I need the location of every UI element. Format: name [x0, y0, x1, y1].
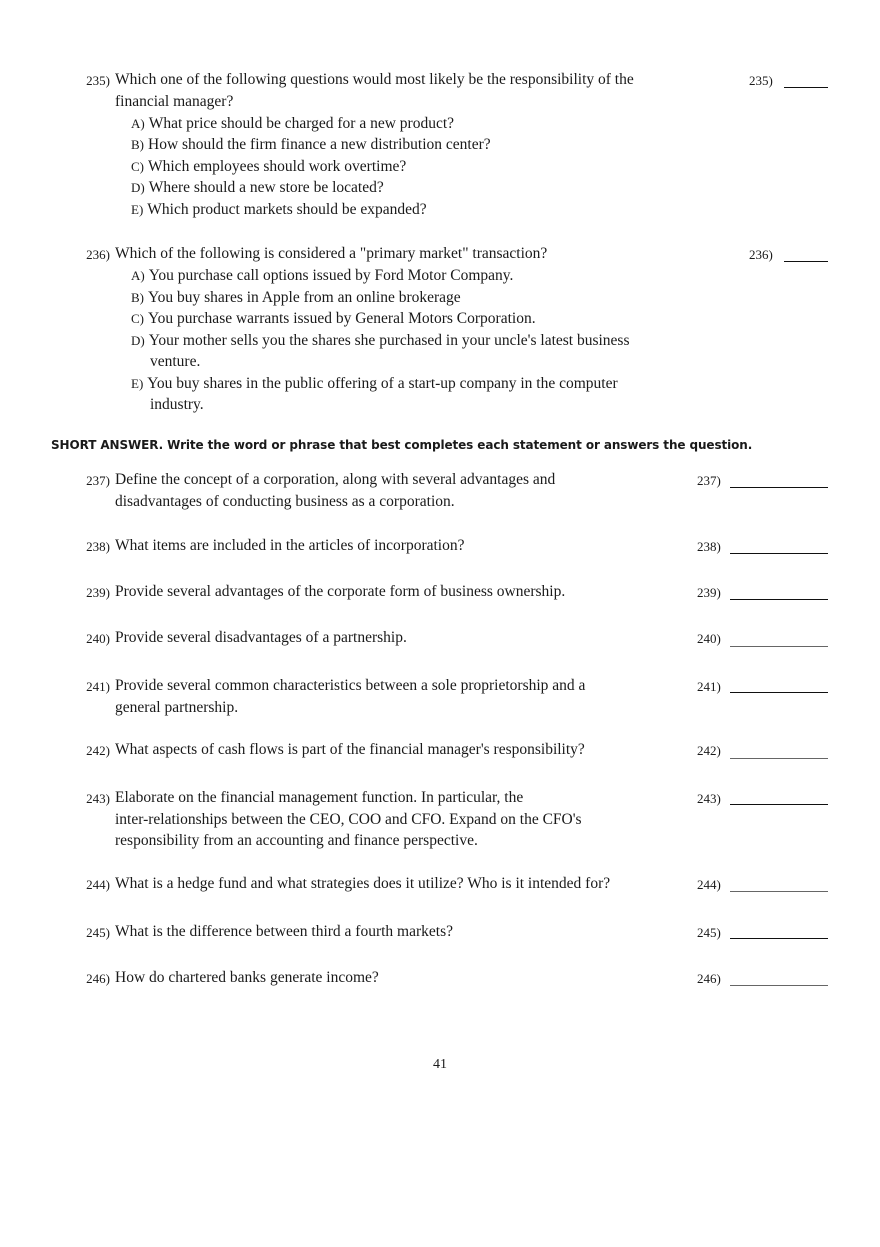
answer-blank[interactable] [730, 692, 828, 693]
answer-label: 237) [697, 473, 721, 488]
question-stem [115, 69, 634, 112]
stem-line: What is the difference between third a fourth markets? [115, 923, 453, 940]
option-letter: E) [131, 202, 144, 217]
option-text: You purchase warrants issued by General Motors Corporation. [148, 310, 536, 327]
answer-blank[interactable] [784, 261, 828, 262]
page-number: 41 [433, 1057, 447, 1072]
option-text: Which product markets should be expanded? [147, 201, 427, 218]
option-letter: B) [131, 290, 144, 305]
option-c [131, 156, 406, 178]
option-text: You buy shares in the public offering of a start-up company in the computer [147, 375, 618, 392]
option-text: Which employees should work overtime? [148, 158, 407, 175]
option-c [131, 308, 536, 330]
answer-blank[interactable] [730, 553, 828, 554]
option-letter: C) [131, 159, 144, 174]
answer-label: 244) [697, 877, 721, 892]
option-d [131, 330, 630, 352]
question-number: 242) [86, 743, 110, 758]
option-letter: A) [131, 268, 145, 283]
option-letter: D) [131, 333, 145, 348]
answer-label: 240) [697, 631, 721, 646]
question-stem [115, 243, 547, 265]
answer-blank[interactable] [730, 985, 828, 986]
option-b [131, 134, 491, 156]
option-d-continued: venture. [150, 353, 201, 370]
answer-label: 245) [697, 925, 721, 940]
question-stem [115, 967, 379, 989]
option-letter: C) [131, 311, 144, 326]
stem-line: Define the concept of a corporation, along with several advantages and [115, 471, 556, 488]
stem-line: inter-relationships between the CEO, COO and CFO. Expand on the CFO's [115, 810, 582, 828]
question-stem [115, 873, 610, 895]
option-e [131, 199, 427, 221]
option-text: Your mother sells you the shares she purchased in your uncle's latest business [148, 332, 630, 349]
answer-blank[interactable] [730, 758, 828, 759]
stem-line: Provide several common characteristics between a sole proprietorship and a [115, 677, 586, 694]
stem-line: Which one of the following questions would most likely be the responsibility of the [115, 71, 634, 88]
answer-blank[interactable] [730, 804, 828, 805]
option-a [131, 265, 513, 287]
answer-label: 238) [697, 539, 721, 554]
question-number: 244) [86, 877, 110, 892]
stem-line: Elaborate on the financial management function. In particular, the [115, 789, 524, 806]
question-number: 238) [86, 539, 110, 554]
question-number: 236) [86, 247, 110, 262]
question-stem [115, 535, 464, 557]
question-stem [115, 787, 582, 852]
answer-label: 242) [697, 743, 721, 758]
stem-line: What is a hedge fund and what strategies does it utilize? Who is it intended for? [115, 875, 611, 892]
question-stem [115, 581, 565, 603]
answer-blank[interactable] [730, 891, 828, 892]
stem-line: general partnership. [115, 698, 239, 716]
stem-line: Provide several disadvantages of a partnership. [115, 629, 407, 646]
stem-line: How do chartered banks generate income? [115, 969, 379, 986]
option-text: How should the firm finance a new distribution center? [148, 136, 491, 153]
question-stem [115, 627, 407, 649]
stem-line: What aspects of cash flows is part of the financial manager's responsibility? [115, 741, 585, 758]
option-text: You purchase call options issued by Ford Motor Company. [148, 267, 514, 284]
answer-label: 241) [697, 679, 721, 694]
question-number: 243) [86, 791, 110, 806]
answer-label: 235) [749, 73, 773, 88]
option-text: Where should a new store be located? [148, 179, 384, 196]
stem-line: financial manager? [115, 92, 234, 110]
question-stem [115, 675, 585, 718]
option-letter: A) [131, 116, 145, 131]
answer-label: 243) [697, 791, 721, 806]
question-stem [115, 921, 453, 943]
option-letter: D) [131, 180, 145, 195]
stem-line: Which of the following is considered a "primary market" transaction? [115, 245, 548, 262]
stem-line: responsibility from an accounting and finance perspective. [115, 832, 478, 849]
stem-line: What items are included in the articles of incorporation? [115, 537, 465, 554]
answer-blank[interactable] [730, 599, 828, 600]
stem-line: Provide several advantages of the corporate form of business ownership. [115, 583, 566, 600]
option-text: You buy shares in Apple from an online brokerage [148, 289, 461, 306]
question-number: 240) [86, 631, 110, 646]
option-a [131, 113, 454, 135]
answer-blank[interactable] [730, 938, 828, 939]
answer-label: 236) [749, 247, 773, 262]
option-e-continued: industry. [150, 396, 204, 413]
option-b [131, 287, 461, 309]
answer-blank[interactable] [784, 87, 828, 88]
answer-blank[interactable] [730, 487, 828, 488]
question-number: 235) [86, 73, 110, 88]
answer-label: 246) [697, 971, 721, 986]
option-e [131, 373, 618, 395]
option-letter: E) [131, 376, 144, 391]
answer-label: 239) [697, 585, 721, 600]
stem-line: disadvantages of conducting business as a corporation. [115, 492, 455, 510]
option-d [131, 177, 384, 199]
question-number: 245) [86, 925, 110, 940]
question-number: 237) [86, 473, 110, 488]
question-stem [115, 469, 555, 512]
question-number: 241) [86, 679, 110, 694]
section-header: SHORT ANSWER. Write the word or phrase that best completes each statement or answers the question. [51, 438, 753, 452]
question-number: 239) [86, 585, 110, 600]
option-text: What price should be charged for a new product? [148, 115, 455, 132]
answer-blank[interactable] [730, 646, 828, 647]
question-stem [115, 739, 585, 761]
option-letter: B) [131, 137, 144, 152]
question-number: 246) [86, 971, 110, 986]
